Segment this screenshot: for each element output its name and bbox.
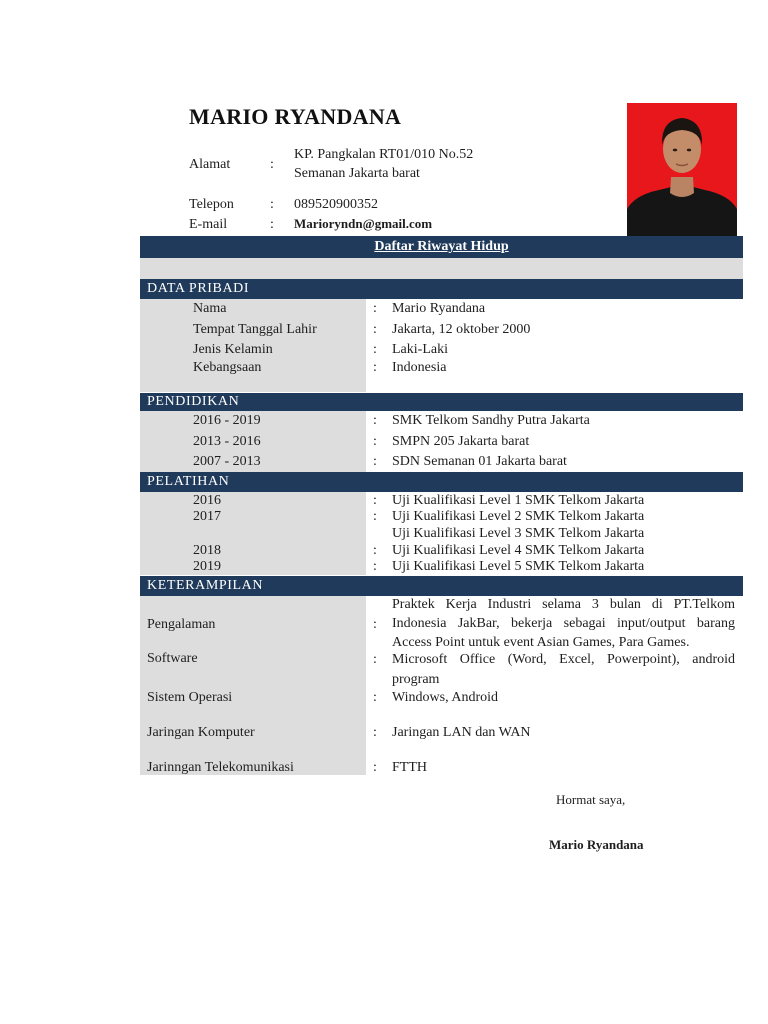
label-software: Software: [147, 651, 198, 666]
profile-photo: [627, 103, 737, 237]
colon: :: [373, 342, 377, 357]
section-header-data-pribadi: [140, 279, 743, 299]
label-training-4: 2018: [193, 543, 221, 558]
address-line-1: KP. Pangkalan RT01/010 No.52: [294, 147, 474, 162]
value-edu-3: SDN Semanan 01 Jakarta barat: [392, 454, 567, 469]
colon: :: [373, 760, 377, 775]
label-edu-2: 2013 - 2016: [193, 434, 261, 449]
section-header-pendidikan: [140, 393, 743, 411]
colon: :: [373, 413, 377, 428]
label-sistem-operasi: Sistem Operasi: [147, 690, 233, 705]
label-jaringan-komputer: Jaringan Komputer: [147, 725, 255, 740]
value-jaringan-telekomunikasi: FTTH: [392, 760, 427, 775]
colon: :: [373, 509, 377, 524]
section-header-keterampilan: [140, 576, 743, 596]
label-training-5: 2019: [193, 559, 221, 574]
signature-name: Mario Ryandana: [549, 837, 644, 852]
value-training-4: Uji Kualifikasi Level 4 SMK Telkom Jakarta: [392, 543, 645, 558]
section-title: PELATIHAN: [147, 474, 230, 489]
value-kebangsaan: Indonesia: [392, 360, 447, 375]
colon: :: [373, 322, 377, 337]
section-title: KETERAMPILAN: [147, 578, 264, 593]
spacer-row: [140, 258, 743, 279]
email-label: E-mail: [189, 217, 228, 232]
section-title: DATA PRIBADI: [147, 281, 250, 296]
value-jaringan-komputer: Jaringan LAN dan WAN: [392, 725, 531, 740]
value-training-5: Uji Kualifikasi Level 5 SMK Telkom Jakarta: [392, 559, 645, 574]
value-pengalaman-line-1: Praktek Kerja Industri selama 3 bulan di PT.Telkom: [392, 597, 735, 612]
value-jenis-kelamin: Laki-Laki: [392, 342, 448, 357]
label-training-1: 2016: [193, 493, 221, 508]
value-pengalaman-line-3: Access Point untuk event Asian Games, Para Games.: [392, 635, 690, 650]
label-ttl: Tempat Tanggal Lahir: [193, 322, 317, 337]
value-edu-1: SMK Telkom Sandhy Putra Jakarta: [392, 413, 590, 428]
colon: :: [373, 434, 377, 449]
label-edu-3: 2007 - 2013: [193, 454, 261, 469]
address-label: Alamat: [189, 157, 231, 172]
label-column-bg: [140, 492, 366, 575]
title-bar-text: Daftar Riwayat Hidup: [374, 239, 509, 254]
address-colon: :: [270, 157, 274, 172]
label-jaringan-telekomunikasi: Jarinngan Telekomunikasi: [147, 760, 294, 775]
label-nama: Nama: [193, 301, 227, 316]
colon: :: [373, 725, 377, 740]
address-line-2: Semanan Jakarta barat: [294, 166, 420, 181]
email-colon: :: [270, 217, 274, 232]
value-training-3: Uji Kualifikasi Level 3 SMK Telkom Jakarta: [392, 526, 645, 541]
colon: :: [373, 617, 377, 632]
value-ttl: Jakarta, 12 oktober 2000: [392, 322, 531, 337]
label-pengalaman: Pengalaman: [147, 617, 216, 632]
label-edu-1: 2016 - 2019: [193, 413, 261, 428]
colon: :: [373, 360, 377, 375]
phone-colon: :: [270, 197, 274, 212]
label-jenis-kelamin: Jenis Kelamin: [193, 342, 273, 357]
colon: :: [373, 543, 377, 558]
cv-name: MARIO RYANDANA: [189, 104, 402, 129]
colon: :: [373, 652, 377, 667]
value-training-2: Uji Kualifikasi Level 2 SMK Telkom Jakarta: [392, 509, 645, 524]
colon: :: [373, 559, 377, 574]
value-nama: Mario Ryandana: [392, 301, 486, 316]
email-value: Marioryndn@gmail.com: [294, 216, 433, 231]
colon: :: [373, 493, 377, 508]
value-software-line-1: Microsoft Office (Word, Excel, Powerpoint), android: [392, 652, 735, 667]
value-pengalaman-line-2: Indonesia JakBar, bekerja sebagai input/output barang: [392, 616, 735, 631]
section-title: PENDIDIKAN: [147, 394, 240, 409]
colon: :: [373, 690, 377, 705]
label-training-2: 2017: [193, 509, 221, 524]
value-software-line-2: program: [392, 672, 440, 687]
person-portrait-icon: [627, 103, 737, 237]
colon: :: [373, 301, 377, 316]
colon: :: [373, 454, 377, 469]
title-bar: [140, 236, 743, 258]
value-edu-2: SMPN 205 Jakarta barat: [392, 434, 530, 449]
value-sistem-operasi: Windows, Android: [392, 690, 498, 705]
section-header-pelatihan: [140, 472, 743, 492]
closing-greeting: Hormat saya,: [556, 792, 626, 807]
phone-label: Telepon: [189, 197, 234, 212]
label-kebangsaan: Kebangsaan: [193, 360, 262, 375]
phone-value: 089520900352: [294, 197, 378, 212]
value-training-1: Uji Kualifikasi Level 1 SMK Telkom Jakarta: [392, 493, 645, 508]
